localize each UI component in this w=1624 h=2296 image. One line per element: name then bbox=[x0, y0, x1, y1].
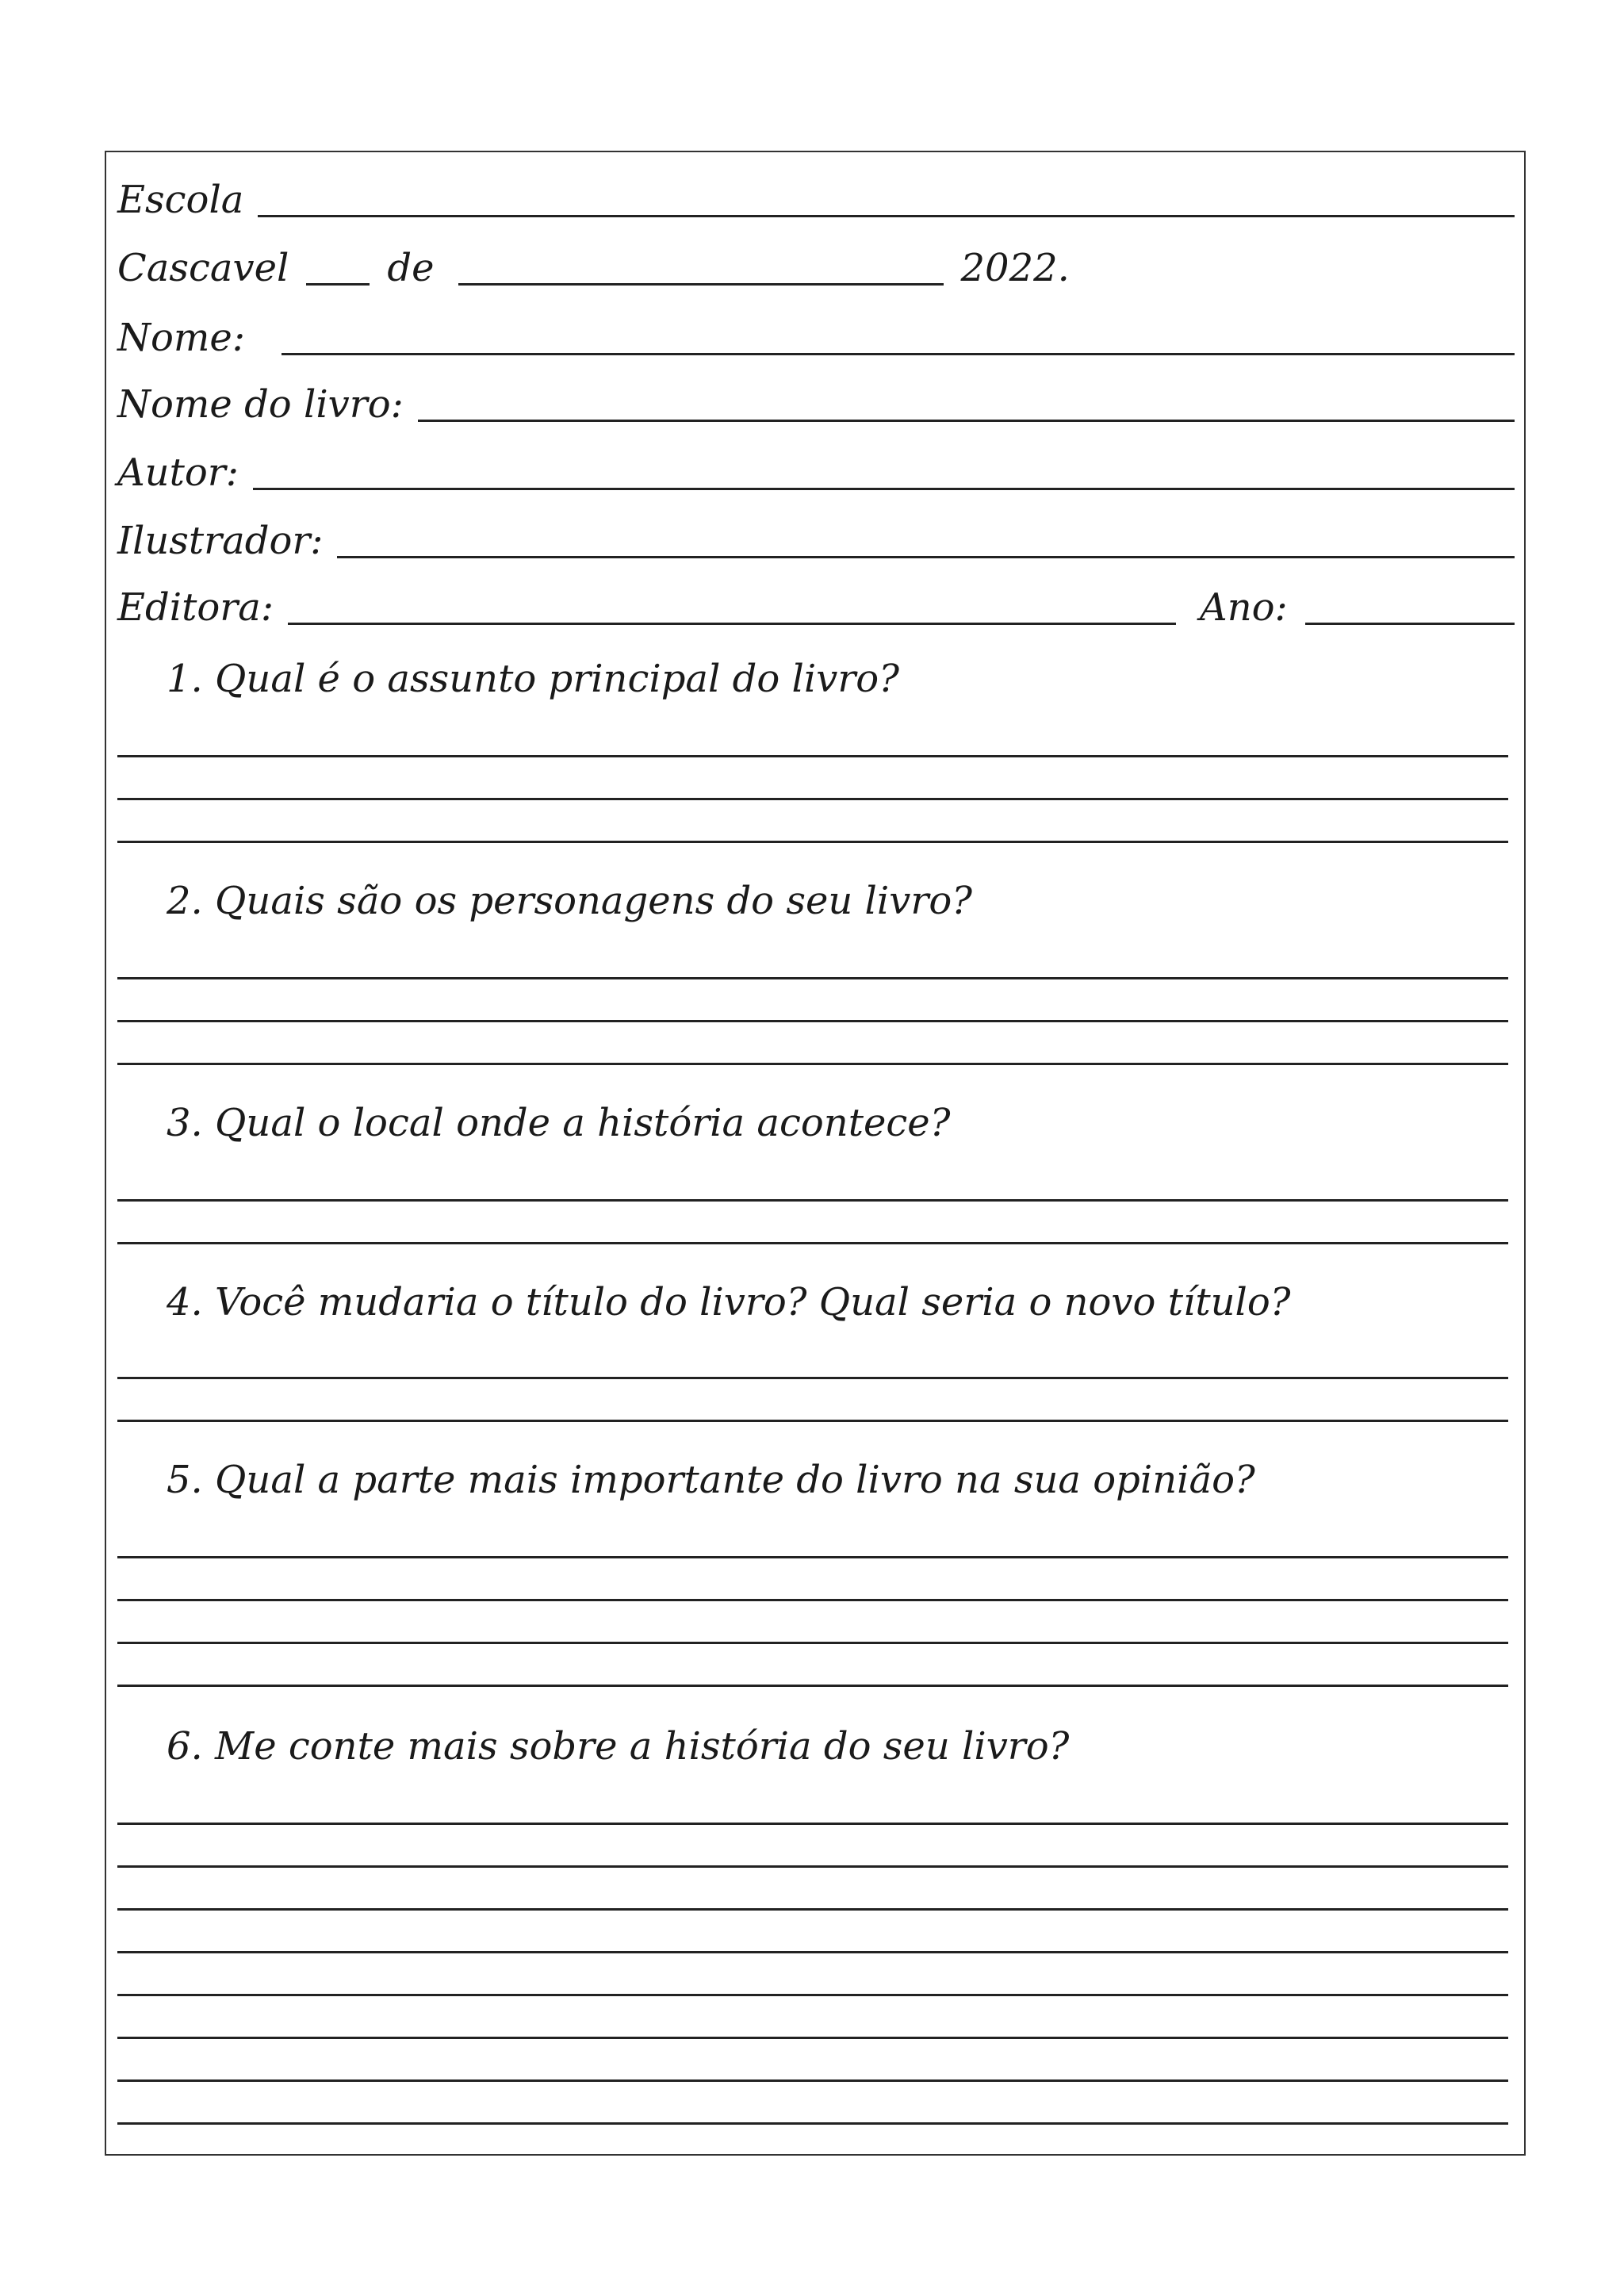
nome-livro-label: Nome do livro: bbox=[117, 382, 404, 427]
city-label: Cascavel bbox=[117, 246, 289, 290]
answer-line[interactable] bbox=[117, 1020, 1508, 1022]
answer-line[interactable] bbox=[117, 1642, 1508, 1644]
editora-blank[interactable] bbox=[288, 623, 1176, 625]
answer-line[interactable] bbox=[117, 1685, 1508, 1687]
year-label: 2022. bbox=[960, 246, 1070, 290]
answer-line[interactable] bbox=[117, 1199, 1508, 1202]
month-blank[interactable] bbox=[458, 283, 944, 286]
date-row bbox=[117, 238, 1515, 290]
answer-line[interactable] bbox=[117, 977, 1508, 979]
nome-livro-blank[interactable] bbox=[418, 420, 1515, 422]
question-6: 6. Me conte mais sobre a história do seu livro? bbox=[167, 1724, 1070, 1769]
escola-row bbox=[117, 170, 1515, 222]
editora-row bbox=[117, 577, 1515, 630]
nome-row bbox=[117, 308, 1515, 360]
worksheet bbox=[105, 151, 1526, 2156]
answer-line[interactable] bbox=[117, 841, 1508, 843]
answer-line[interactable] bbox=[117, 2037, 1508, 2039]
autor-blank[interactable] bbox=[253, 488, 1515, 490]
answer-line[interactable] bbox=[117, 798, 1508, 800]
ano-label: Ano: bbox=[1200, 585, 1288, 630]
answer-line[interactable] bbox=[117, 1242, 1508, 1244]
ilustrador-blank[interactable] bbox=[337, 556, 1515, 558]
answer-line[interactable] bbox=[117, 1823, 1508, 1825]
answer-line[interactable] bbox=[117, 1908, 1508, 1911]
ano-blank[interactable] bbox=[1305, 623, 1515, 625]
answer-line[interactable] bbox=[117, 1951, 1508, 1953]
editora-label: Editora: bbox=[117, 585, 274, 630]
escola-blank[interactable] bbox=[258, 215, 1515, 217]
day-blank[interactable] bbox=[306, 283, 370, 286]
nome-livro-row bbox=[117, 374, 1515, 427]
question-2: 2. Quais são os personagens do seu livro? bbox=[167, 879, 972, 923]
answer-line[interactable] bbox=[117, 1994, 1508, 1996]
answer-line[interactable] bbox=[117, 1063, 1508, 1065]
nome-label: Nome: bbox=[117, 316, 245, 360]
nome-blank[interactable] bbox=[282, 353, 1515, 355]
answer-line[interactable] bbox=[117, 1865, 1508, 1868]
answer-line[interactable] bbox=[117, 1599, 1508, 1601]
de-label: de bbox=[387, 246, 435, 290]
question-4: 4. Você mudaria o título do livro? Qual seria o novo título? bbox=[167, 1280, 1291, 1324]
question-5: 5. Qual a parte mais importante do livro na sua opinião? bbox=[167, 1458, 1255, 1502]
ilustrador-label: Ilustrador: bbox=[117, 519, 324, 563]
answer-line[interactable] bbox=[117, 2079, 1508, 2082]
ilustrador-row bbox=[117, 511, 1515, 563]
question-3: 3. Qual o local onde a história acontece? bbox=[167, 1101, 951, 1145]
question-1: 1. Qual é o assunto principal do livro? bbox=[167, 657, 899, 701]
answer-line[interactable] bbox=[117, 755, 1508, 757]
autor-row bbox=[117, 443, 1515, 495]
escola-label: Escola bbox=[117, 178, 244, 222]
answer-line[interactable] bbox=[117, 1420, 1508, 1422]
autor-label: Autor: bbox=[117, 450, 239, 495]
answer-line[interactable] bbox=[117, 2122, 1508, 2125]
answer-line[interactable] bbox=[117, 1377, 1508, 1379]
answer-line[interactable] bbox=[117, 1556, 1508, 1558]
